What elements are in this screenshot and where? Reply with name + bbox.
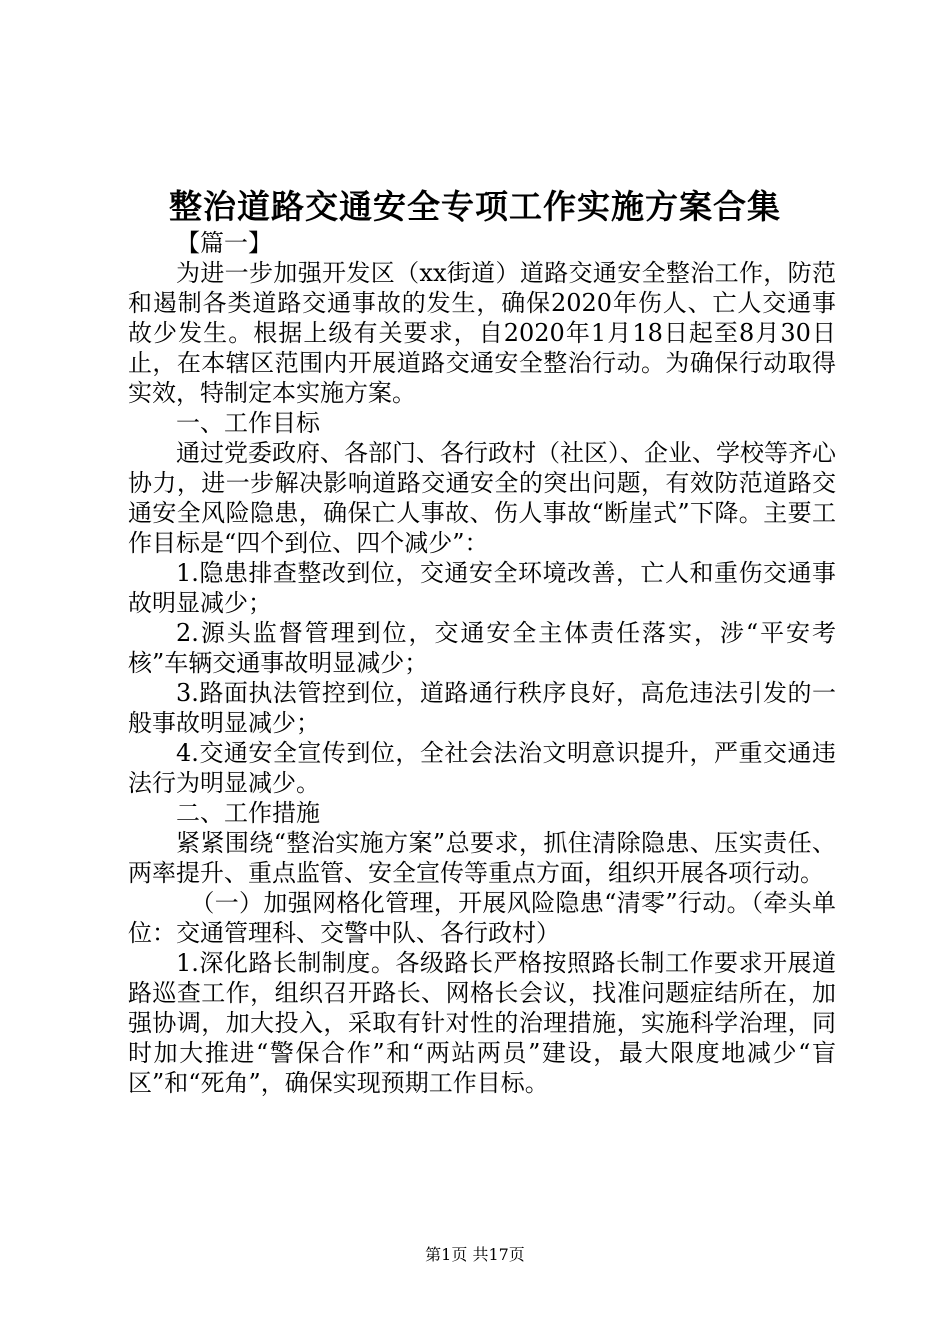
goal-item-4: 4.交通安全宣传到位，全社会法治文明意识提升，严重交通违法行为明显减少。 <box>128 739 836 797</box>
measure-item-1: 1.深化路长制制度。各级路长严格按照路长制工作要求开展道路巡查工作，组织召开路长、网格长会议，找准问题症结所在，加强协调，加大投入，采取有针对性的治理措施，实施科学治理，同时加大推进“警保合作”和“两站两员”建设，最大限度地减少“盲区”和“死角”，确保实现预期工作目标。 <box>128 949 836 1097</box>
goals-paragraph: 通过党委政府、各部门、各行政村（社区）、企业、学校等齐心协力，进一步解决影响道路交通安全的突出问题，有效防范道路交通安全风险隐患，确保亡人事故、伤人事故“断崖式”下降。主要工作目标是“四个到位、四个减少”： <box>128 439 836 557</box>
document-title: 整治道路交通安全专项工作实施方案合集 <box>169 187 781 226</box>
goal-item-2: 2.源头监督管理到位，交通安全主体责任落实，涉“平安考核”车辆交通事故明显减少； <box>128 619 836 677</box>
heading-work-measures: 二、工作措施 <box>176 799 320 827</box>
goal-item-1: 1.隐患排查整改到位，交通安全环境改善，亡人和重伤交通事故明显减少； <box>128 559 836 617</box>
subheading-grid-management: （一）加强网格化管理，开展风险隐患“清零”行动。（牵头单位：交通管理科、交警中队、各行政村） <box>128 889 836 947</box>
intro-paragraph: 为进一步加强开发区（xx街道）道路交通安全整治工作，防范和遏制各类道路交通事故的发生，确保2020年伤人、亡人交通事故少发生。根据上级有关要求，自2020年1月18日起至8月30日止，在本辖区范围内开展道路交通安全整治行动。为确保行动取得实效，特制定本实施方案。 <box>128 259 836 407</box>
measures-paragraph: 紧紧围绕“整治实施方案”总要求，抓住清除隐患、压实责任、两率提升、重点监管、安全宣传等重点方面，组织开展各项行动。 <box>128 829 836 887</box>
page-footer: 第1页 共17页 <box>425 1245 525 1264</box>
section-label: 【篇一】 <box>176 229 272 257</box>
document-body <box>128 228 836 1098</box>
goal-item-3: 3.路面执法管控到位，道路通行秩序良好，高危违法引发的一般事故明显减少； <box>128 679 836 737</box>
heading-work-goals: 一、工作目标 <box>176 409 320 437</box>
